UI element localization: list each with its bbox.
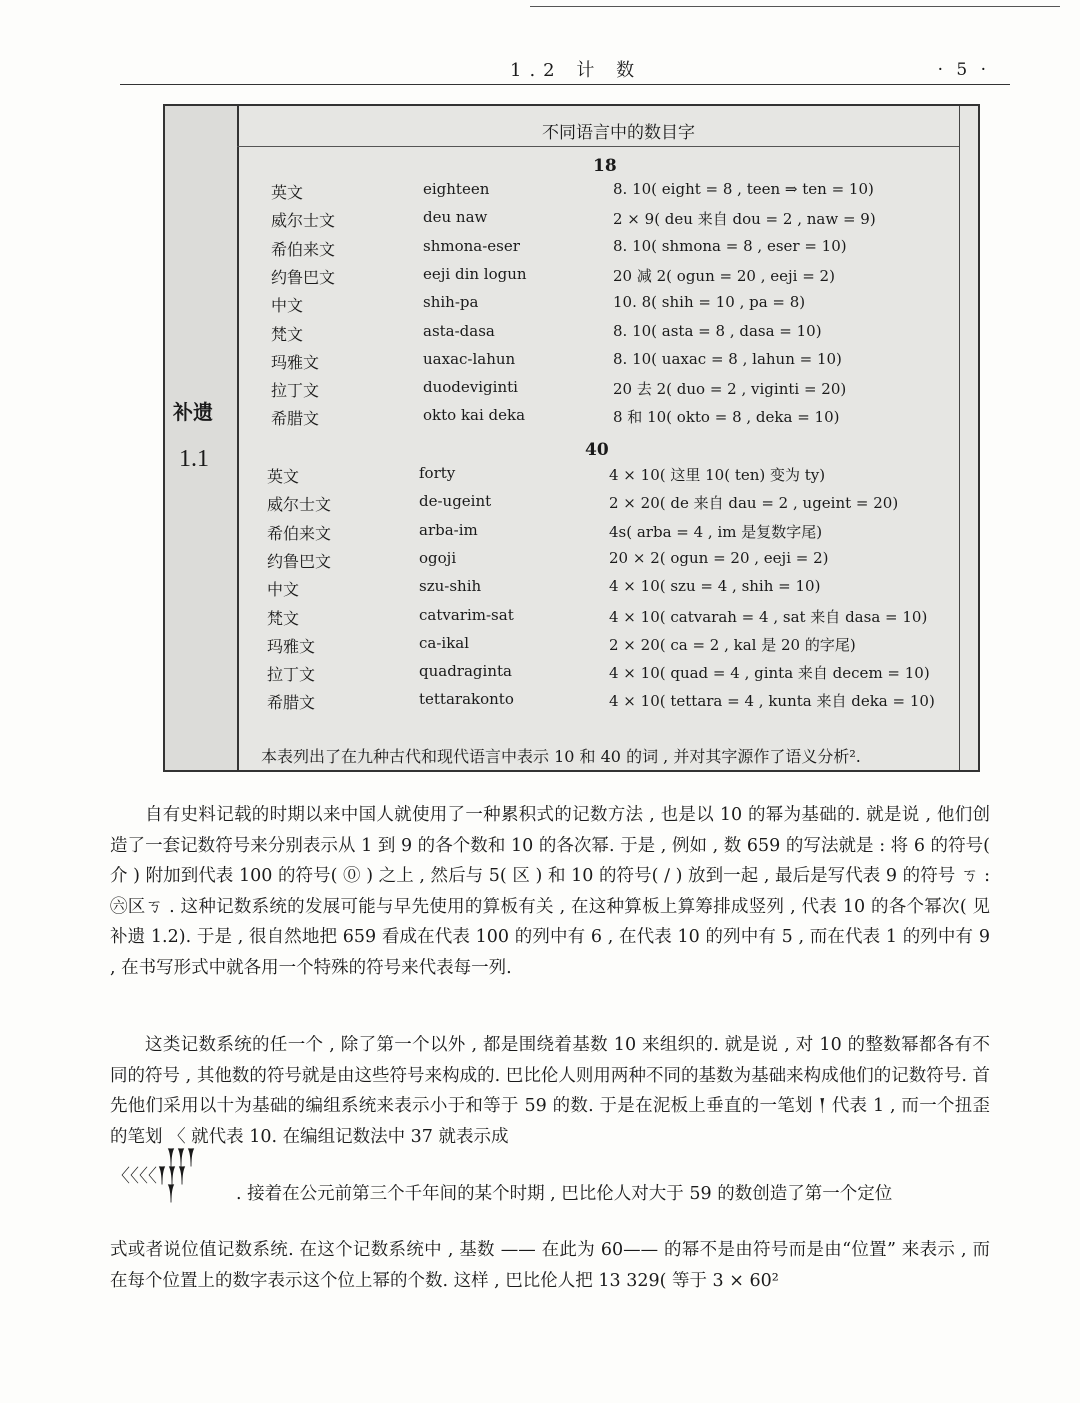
- header-rule: [120, 84, 1010, 85]
- side-number: 1.1: [179, 446, 209, 472]
- section-title: 1.2 计 数: [510, 60, 643, 81]
- cell-word: arba-im: [419, 520, 478, 539]
- table-note: 本表列出了在九种古代和现代语言中表示 10 和 40 的词 , 并对其字源作了语义分析².: [261, 747, 861, 766]
- cell-word: quadraginta: [419, 662, 512, 681]
- cell-lang: 中文: [267, 580, 300, 600]
- caption-row: [237, 106, 960, 147]
- cell-word: szu-shih: [419, 577, 482, 596]
- table-caption: 不同语言中的数目字: [542, 123, 695, 143]
- table-row: [271, 237, 971, 263]
- cell-word: asta-dasa: [423, 321, 495, 340]
- cell-word: shmona-eser: [423, 236, 520, 255]
- cell-word: eighteen: [423, 180, 490, 198]
- cell-expl: 8. 10( eight = 8 , teen ⇒ ten = 10): [613, 180, 874, 198]
- cell-word: catvarim-sat: [419, 605, 514, 624]
- cell-word: ca-ikal: [419, 633, 470, 652]
- cell-lang: 玛雅文: [271, 352, 320, 372]
- cell-lang: 威尔士文: [271, 211, 336, 231]
- cell-lang: 拉丁文: [271, 381, 320, 401]
- table-row: [271, 378, 971, 404]
- paragraph-text: 自有史料记载的时期以来中国人就使用了一种累积式的记数方法 , 也是以 10 的幂为基础的. 就是说 , 他们创造了一套记数符号来分别表示从 1 到 9 的各个数和 10 的各次幂. 于是 , 例如 , 数 659 的写法就是 : 将 6 的符号( 介 ) 附加到代表 100 的符号( ⓪ ) 之上 , 然后与 5( 区 ) 和 10 的符号( ∕ ) 放到一起 , 最后是写代表 9 的符号 ㄎ : ㊅区ㄎ . 这种记数系统的发展可能与早先使用的算板有关 , 在这种算板上算筹排成竖列 , 代表 10 的各个幂次( 见补遗 1.2). 于是 , 很自然地把 659 看成在代表 100 的列中有 6 , 在代表 10 的列中有 5 , 而在代表 1 的列中有 9 , 在书写形式中就各用一个特殊的符号来代表每一列.: [110, 805, 990, 978]
- number-words-table-box: [163, 104, 980, 772]
- paragraph-text: 这类记数系统的任一个 , 除了第一个以外 , 都是围绕着基数 10 来组织的. 就是说 , 对 10 的整数幂都各有不同的符号 , 其他数的符号就是由这些符号来构成的. 巴比伦人则用两种不同的基数为基础来构成他们的记数符号. 首先他们采用以十为基础的编组系统来表示小于和等于 59 的数. 于是在泥板上垂直的一笔划 𒁹 代表 1 , 而一个扭歪的笔划 〈 就代表 10. 在编组记数法中 37 就表示成: [110, 1035, 990, 1147]
- page-number: · 5 ·: [937, 60, 990, 80]
- cell-word: duodeviginti: [423, 378, 518, 397]
- cell-lang: 希伯来文: [267, 523, 332, 543]
- cell-expl: 2 × 20( de 来自 dau = 2 , ugeint = 20): [609, 494, 899, 513]
- cell-expl: 8 和 10( okto = 8 , deka = 10): [613, 408, 840, 427]
- cell-lang: 约鲁巴文: [267, 551, 332, 571]
- cell-lang: 梵文: [267, 608, 300, 628]
- cell-expl: 4 × 10( quad = 4 , ginta 来自 decem = 10): [609, 664, 930, 683]
- cell-expl: 4 × 10( 这里 10( ten) 变为 ty): [609, 466, 826, 484]
- table-row: [267, 606, 967, 632]
- cell-word: de-ugeint: [419, 492, 492, 511]
- cell-word: okto kai deka: [423, 406, 526, 425]
- cell-lang: 希腊文: [271, 409, 320, 429]
- running-header: [120, 52, 1010, 80]
- table-row: [267, 464, 967, 490]
- group-title-18: 18: [593, 156, 617, 176]
- table-row: [271, 180, 971, 206]
- table-row: [267, 662, 967, 688]
- cell-lang: 英文: [271, 183, 304, 202]
- cell-word: forty: [419, 464, 456, 482]
- table-row: [271, 208, 971, 234]
- table-row: [271, 293, 971, 319]
- paragraph-2: [110, 1030, 990, 1152]
- cell-expl: 4 × 10( szu = 4 , shih = 10): [609, 577, 821, 596]
- table-row: [267, 690, 967, 716]
- cuneiform-line-text: . 接着在公元前第三个千年间的某个时期 , 巴比伦人对大于 59 的数创造了第一个定位: [236, 1184, 893, 1204]
- cell-lang: 中文: [271, 296, 304, 316]
- cell-expl: 4s( arba = 4 , im 是复数字尾): [609, 522, 823, 541]
- cell-lang: 玛雅文: [267, 636, 316, 656]
- side-gutter: [165, 106, 239, 770]
- top-rule: [530, 6, 1060, 7]
- cell-lang: 梵文: [271, 324, 304, 344]
- cell-expl: 4 × 10( catvarah = 4 , sat 来自 dasa = 10): [609, 607, 928, 626]
- cell-expl: 8. 10( asta = 8 , dasa = 10): [613, 321, 822, 340]
- cell-expl: 8. 10( uaxac = 8 , lahun = 10): [613, 349, 842, 368]
- cell-expl: 10. 8( shih = 10 , pa = 8): [613, 293, 806, 312]
- cell-word: deu naw: [423, 208, 488, 227]
- cell-lang: 希腊文: [267, 693, 316, 713]
- cell-word: tettarakonto: [419, 690, 514, 709]
- cell-word: shih-pa: [423, 293, 479, 312]
- group-title-40: 40: [585, 440, 609, 460]
- cell-expl: 8. 10( shmona = 8 , eser = 10): [613, 236, 847, 255]
- side-label: 补遗: [173, 402, 213, 424]
- table-row: [267, 492, 967, 518]
- cell-word: eeji din logun: [423, 264, 527, 283]
- cell-lang: 威尔士文: [267, 495, 332, 515]
- cell-expl: 20 减 2( ogun = 20 , eeji = 2): [613, 266, 835, 285]
- cell-lang: 约鲁巴文: [271, 267, 336, 287]
- paragraph-1: [110, 800, 990, 983]
- cell-lang: 希伯来文: [271, 239, 336, 259]
- paragraph-3: [110, 1235, 990, 1296]
- cell-word: ogoji: [419, 548, 457, 567]
- cell-lang: 拉丁文: [267, 665, 316, 685]
- cuneiform-37-glyph: 𒐕𒐕𒐕 〈〈〈〈𒐕𒐕𒐕 𒐕: [112, 1148, 197, 1205]
- cell-expl: 2 × 20( ca = 2 , kal 是 20 的字尾): [609, 635, 856, 654]
- paragraph-text: 式或者说位值记数系统. 在这个记数系统中 , 基数 —— 在此为 60—— 的幂不是由符号而是由“位置” 来表示 , 而在每个位置上的数字表示这个位上幂的个数. 这样 , 巴比伦人把 13 329( 等于 3 × 60²: [110, 1240, 990, 1291]
- table-row: [267, 521, 967, 547]
- table-row: [271, 350, 971, 376]
- cell-expl: 20 去 2( duo = 2 , viginti = 20): [613, 380, 847, 399]
- table-row: [267, 577, 967, 603]
- table-row: [271, 322, 971, 348]
- cell-lang: 英文: [267, 467, 300, 486]
- cell-expl: 2 × 9( deu 来自 dou = 2 , naw = 9): [613, 210, 876, 229]
- cell-expl: 4 × 10( tettara = 4 , kunta 来自 deka = 10): [609, 692, 935, 711]
- table-row: [267, 549, 967, 575]
- table-row: [267, 634, 967, 660]
- cell-word: uaxac-lahun: [423, 349, 516, 368]
- table-row: [271, 406, 971, 432]
- cell-expl: 20 × 2( ogun = 20 , eeji = 2): [609, 548, 829, 567]
- table-row: [271, 265, 971, 291]
